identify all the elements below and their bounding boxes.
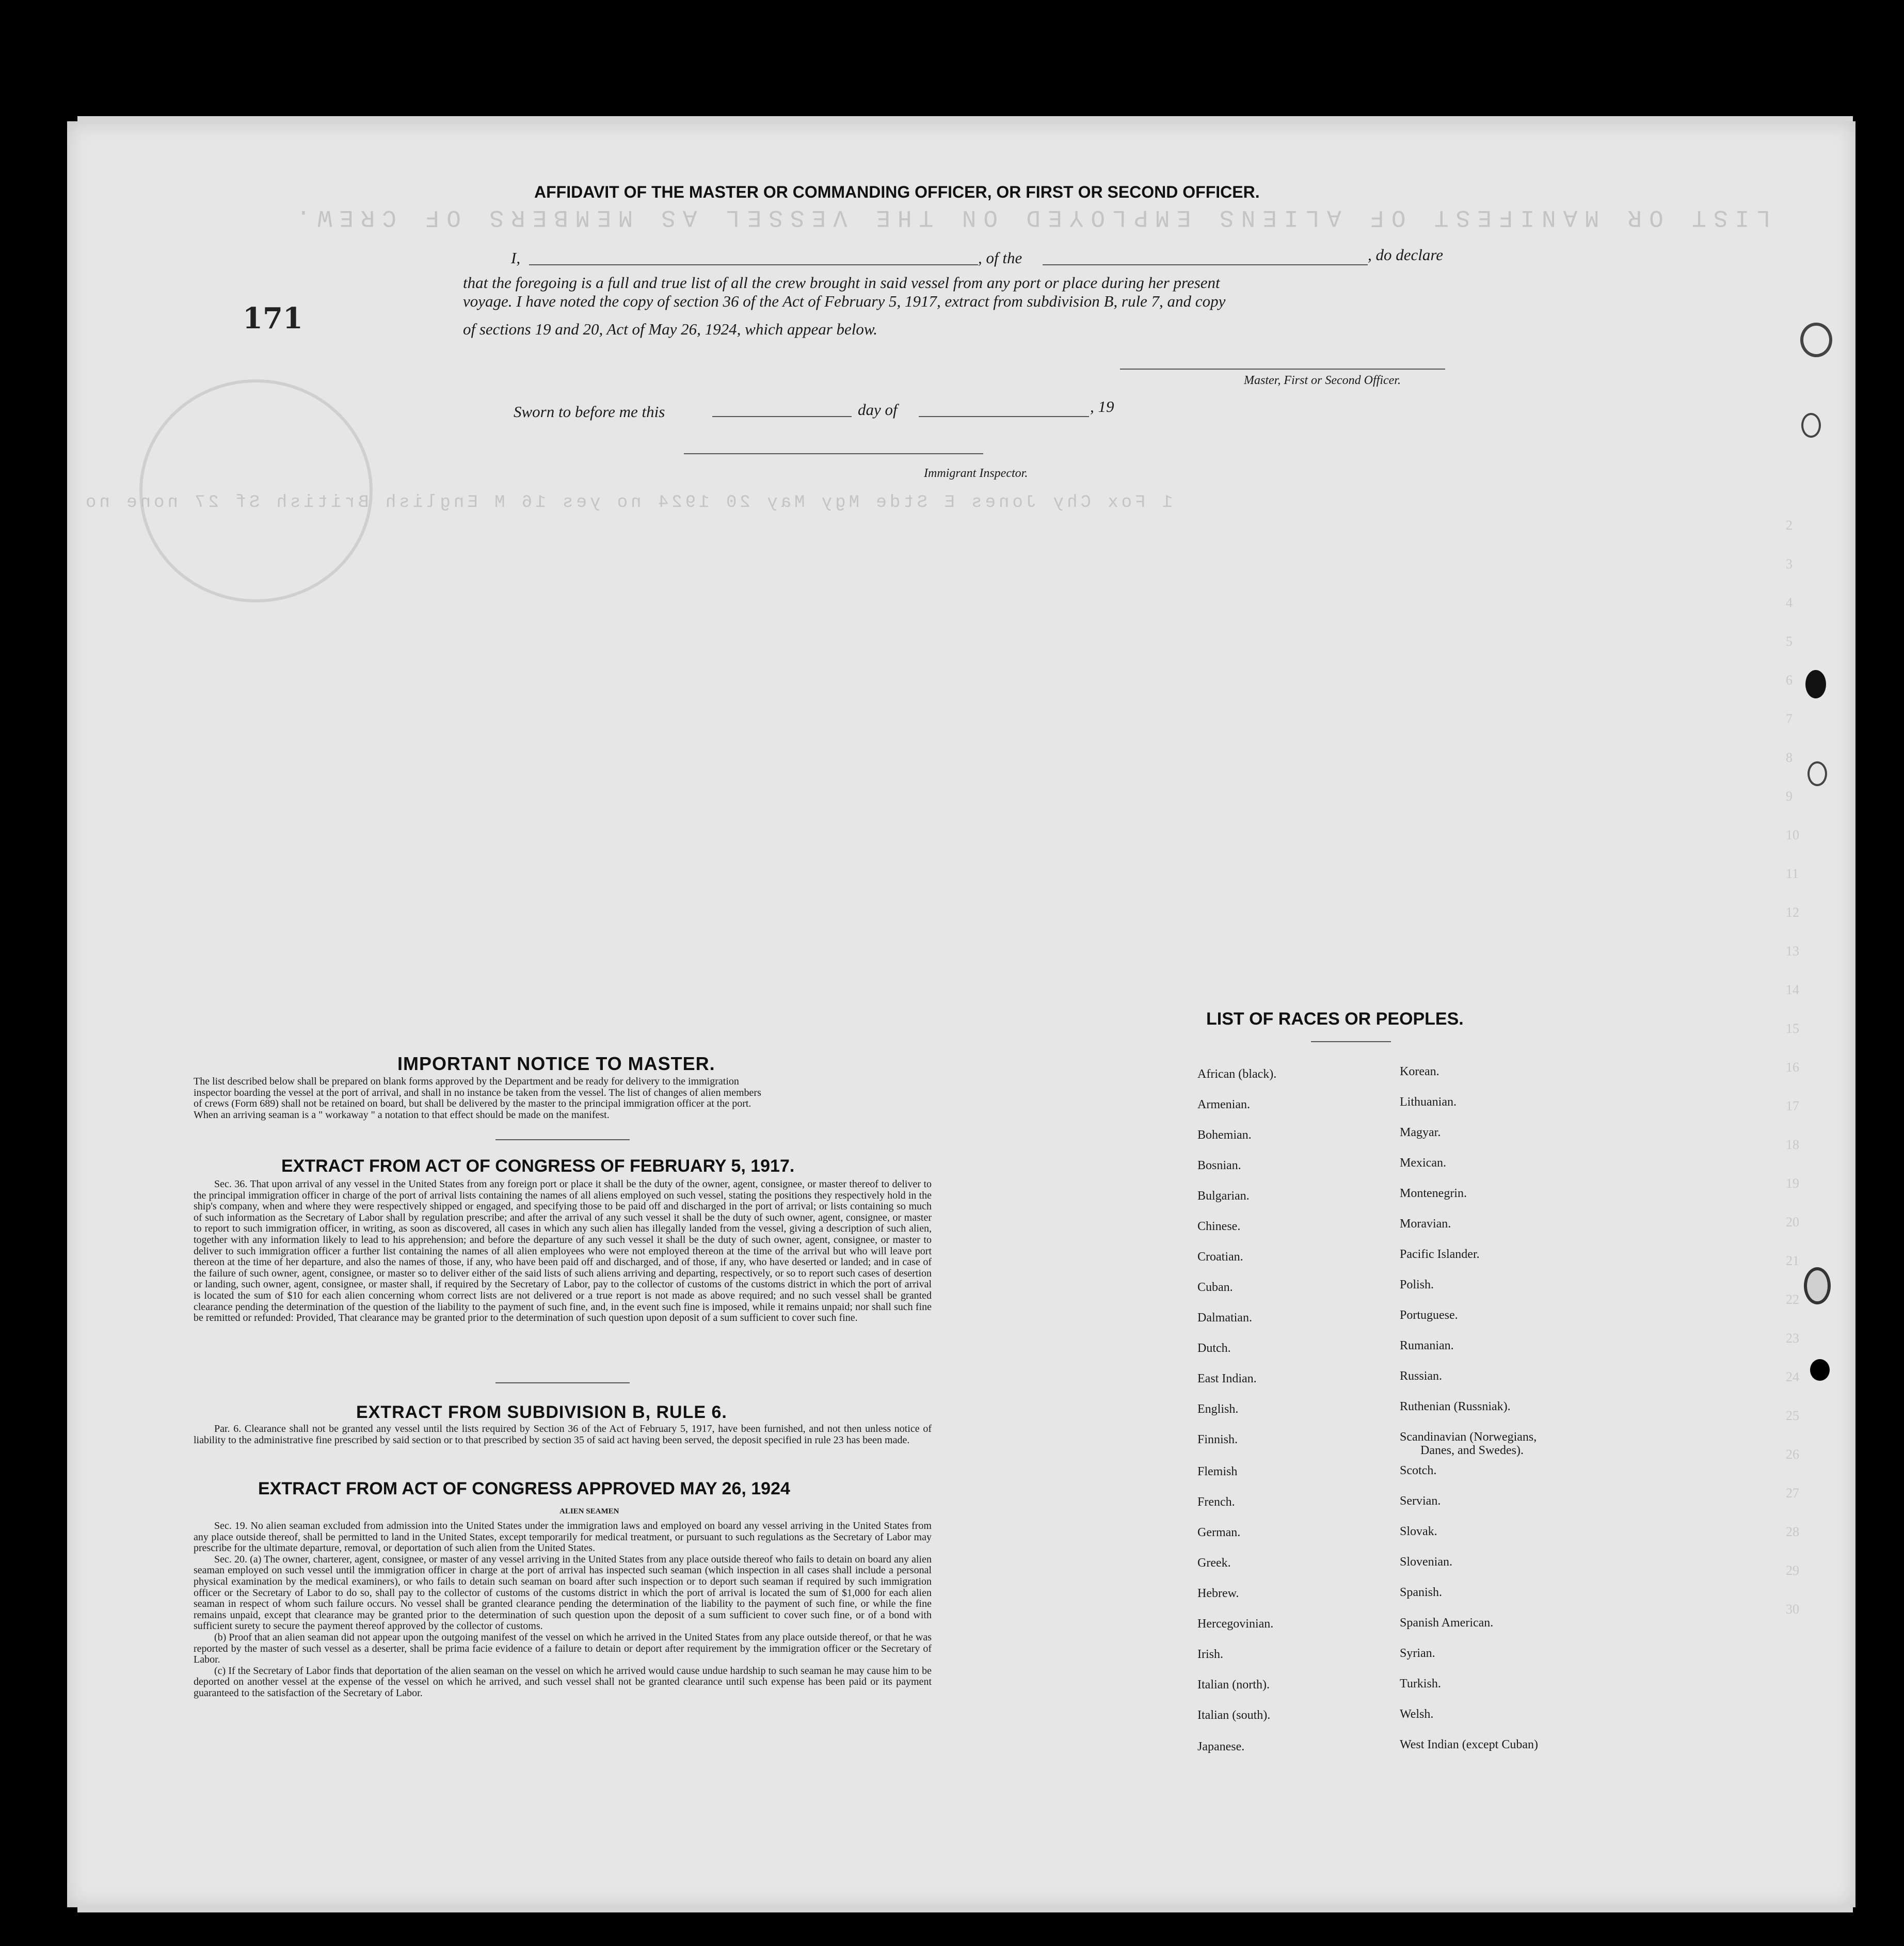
notice-text bbox=[194, 1076, 932, 1121]
notice-line: The list described below shall be prepared on blank forms approved by the Department and be ready for delivery to the immigration bbox=[194, 1076, 739, 1087]
master-name-line[interactable] bbox=[529, 264, 978, 265]
race-item: Italian (south). bbox=[1197, 1709, 1271, 1722]
race-item: Spanish American. bbox=[1400, 1616, 1494, 1630]
race-item: Korean. bbox=[1400, 1065, 1439, 1078]
race-item: Magyar. bbox=[1400, 1126, 1441, 1139]
extract-1917-title: EXTRACT FROM ACT OF CONGRESS OF FEBRUARY 5, 1917. bbox=[281, 1156, 795, 1176]
races-title-underline bbox=[1311, 1041, 1391, 1042]
affidavit-i-label: I, bbox=[511, 249, 521, 267]
race-item: Scotch. bbox=[1400, 1464, 1437, 1477]
race-item: Welsh. bbox=[1400, 1708, 1434, 1721]
affidavit-body-line2: voyage. I have noted the copy of section 36 of the Act of February 5, 1917, extract from subdivision B, rule 7, and copy bbox=[463, 292, 1226, 310]
race-item: Servian. bbox=[1400, 1494, 1441, 1508]
year-label: , 19 bbox=[1090, 397, 1114, 416]
race-item: Greek. bbox=[1197, 1556, 1231, 1570]
race-item: Montenegrin. bbox=[1400, 1187, 1467, 1200]
race-item: Turkish. bbox=[1400, 1677, 1441, 1690]
sec-20a: Sec. 20. (a) The owner, charterer, agent, consignee, or master of any vessel arriving in the United States from any place outside thereof who fails to detain on board any alien seaman employed on such vessel until the immigration officer in charge at the port of arrival has inspected such seaman (which inspection in all cases shall include a personal physical examination by the medical examiners), or who fails to detain such seaman on board after such inspection or to deport such seaman if required by such immigration officer or the Secretary of Labor to do so, shall pay to the collector of customs of the customs district in which the port of arrival is located the sum of $1,000 for each alien seaman in respect of whom such failure occurs. No vessel shall be granted clearance pending the determination of the liability to the payment of such fine, or while the fine remains unpaid, except that clearance may be granted prior to the determination of such question upon the deposit of a sum sufficient to cover such fine, or of a bond with sufficient surety to secure the payment thereof approved by the collector of customs. bbox=[194, 1553, 932, 1632]
punch-hole bbox=[1804, 1267, 1831, 1304]
race-item: German. bbox=[1197, 1526, 1241, 1539]
punch-hole bbox=[1805, 670, 1826, 698]
race-item: Armenian. bbox=[1197, 1098, 1250, 1111]
notice-line: When an arriving seaman is a " workaway " a notation to that effect should be made on the manifest. bbox=[194, 1109, 610, 1121]
race-item: French. bbox=[1197, 1495, 1235, 1509]
bleed-through-row: 1 Fox Chy Jones E Stde Mgy May 20 1924 no yes 16 M English British Sf 27 none no bbox=[83, 493, 1173, 513]
race-item: Italian (north). bbox=[1197, 1678, 1270, 1692]
race-item: Dutch. bbox=[1197, 1342, 1231, 1355]
race-item: Cuban. bbox=[1197, 1281, 1233, 1294]
sec-20b: (b) Proof that an alien seaman did not appear upon the outgoing manifest of the vessel on which he arrived in the United States from any place outside thereof, or that he was reported by the master of such vessel as a deserter, shall be prima facie evidence of a failure to detain or deport after requirement by the immigration officer or the Secretary of Labor. bbox=[194, 1631, 932, 1666]
race-item: Slovak. bbox=[1400, 1525, 1437, 1538]
affidavit-of-the: , of the bbox=[978, 249, 1022, 267]
bleed-row-numbers: 2 3 4 5 6 7 8 9 10 11 12 13 14 15 16 17 18 19 20 21 22 23 24 25 26 27 28 29 30 bbox=[1786, 518, 1799, 1617]
sec-19: Sec. 19. No alien seaman excluded from admission into the United States under the immigration laws and employed on board any vessel arriving in the United States from any place outside thereof, shall be permitted to land in the United States, except temporarily for medical treatment, or pursuant to such regulations as the Secretary of Labor may prescribe for the ultimate departure, removal, or deportation of such alien from the United States. bbox=[194, 1520, 932, 1554]
race-item: Syrian. bbox=[1400, 1647, 1435, 1660]
affidavit-body-line1: that the foregoing is a full and true list of all the crew brought in said vessel from any port or place during her present bbox=[463, 274, 1220, 292]
sec-20c: (c) If the Secretary of Labor finds that deportation of the alien seaman on the vessel on which he arrived would cause undue hardship to such seaman he may cause him to be deported on another vessel at the expense of the vessel on which he arrived, and such vessel shall not be granted clearance until such expense has been paid or its payment guaranteed to the satisfaction of the Secretary of Labor. bbox=[194, 1665, 932, 1699]
punch-hole bbox=[1807, 761, 1827, 786]
extract-rule6-text: Par. 6. Clearance shall not be granted any vessel until the lists required by Section 36 of the Act of February 5, 1917, have been furnished, and not then unless notice of liability to the administrative fine prescribed by said section or to that prescribed by section 35 of said act having been served, the deposit specified in rule 23 has been made. bbox=[194, 1423, 932, 1446]
affidavit-do-declare: , do declare bbox=[1368, 246, 1444, 264]
sworn-label: Sworn to before me this bbox=[514, 403, 665, 421]
master-signature-caption: Master, First or Second Officer. bbox=[1244, 374, 1401, 387]
race-item: Spanish. bbox=[1400, 1586, 1443, 1599]
affidavit-title: AFFIDAVIT OF THE MASTER OR COMMANDING OFFICER, OR FIRST OR SECOND OFFICER. bbox=[534, 183, 1260, 201]
race-item: Lithuanian. bbox=[1400, 1095, 1457, 1109]
affidavit-body-line3: of sections 19 and 20, Act of May 26, 1924, which appear below. bbox=[463, 320, 878, 338]
extract-1924-subtitle: ALIEN SEAMEN bbox=[559, 1507, 619, 1516]
race-item: Polish. bbox=[1400, 1278, 1434, 1291]
punch-hole bbox=[1800, 323, 1832, 357]
race-item: English. bbox=[1197, 1402, 1239, 1416]
notice-line: inspector boarding the vessel at the port of arrival, and shall in no instance be taken from the vessel. The list of changes of alien members bbox=[194, 1087, 761, 1098]
extract-1917-text: Sec. 36. That upon arrival of any vessel in the United States from any foreign port or place it shall be the duty of the owner, agent, consignee, or master thereof to deliver to the principal immigration officer in charge of the port of arrival lists containing the names of all aliens employed on such vessel, stating the positions they respectively hold in the ship's company, when and where they were respectively shipped or engaged, and specifying those to be paid off and discharged in the port of arrival; or lists containing so much of such information as the Secretary of Labor shall by regulation prescribe; and after the arrival of any such vessel it shall be the duty of such owner, agent, consignee, or master to report to such immigration officer, in writing, as soon as discovered, all cases in which any such alien has illegally landed from the vessel, giving a description of such alien, together with any information likely to lead to his apprehension; and before the departure of any such vessel it shall be the duty of such owner, agent, consignee, or master to deliver to such immigration officer a further list containing the names of all alien employees who were not employed thereon at the time of the arrival but who will leave port thereon at the time of her departure, and also the names of those, if any, who have been paid off and discharged, and of those, if any, who have deserted or landed; and in case of the failure of such owner, agent, consignee, or master so to deliver either of the said lists of such aliens arriving and departing, respectively, or so to report such cases of desertion or landing, such owner, agent, consignee, or master shall, if required by the Secretary of Labor, pay to the collector of customs of the customs district in which the port of arrival is located the sum of $10 for each alien concerning whom correct lists are not delivered or a true report is not made as above required; and no such vessel shall be granted clearance pending the determination of the question of the liability to the payment of such fine, and, in the event such fine is imposed, while it remains unpaid; nor shall such fine be remitted or refunded: Provided, That clearance may be granted prior to the determination of such question upon deposit of a sum sufficient to cover such fine. bbox=[194, 1178, 932, 1324]
race-item: East Indian. bbox=[1197, 1372, 1257, 1385]
race-item: Rumanian. bbox=[1400, 1339, 1454, 1352]
divider bbox=[495, 1139, 630, 1140]
extract-1924-text bbox=[194, 1521, 932, 1699]
race-item: Slovenian. bbox=[1400, 1555, 1452, 1569]
notice-title: IMPORTANT NOTICE TO MASTER. bbox=[397, 1053, 715, 1074]
race-item: Hebrew. bbox=[1197, 1587, 1239, 1600]
race-item: West Indian (except Cuban) bbox=[1400, 1738, 1538, 1751]
sworn-month-line[interactable] bbox=[919, 416, 1089, 417]
race-item-continuation: Danes, and Swedes). bbox=[1420, 1444, 1524, 1457]
race-item: Mexican. bbox=[1400, 1156, 1446, 1170]
inspection-stamp bbox=[139, 379, 373, 602]
divider bbox=[495, 1382, 630, 1383]
race-item: Moravian. bbox=[1400, 1217, 1451, 1231]
race-item: Russian. bbox=[1400, 1369, 1443, 1383]
master-signature-line[interactable] bbox=[1120, 369, 1445, 370]
day-of-label: day of bbox=[858, 401, 898, 419]
race-item: Chinese. bbox=[1197, 1220, 1241, 1233]
punch-hole bbox=[1810, 1359, 1830, 1381]
race-item: Ruthenian (Russniak). bbox=[1400, 1400, 1511, 1413]
race-item: Finnish. bbox=[1197, 1433, 1238, 1446]
race-item: Croatian. bbox=[1197, 1250, 1243, 1264]
inspector-caption: Immigrant Inspector. bbox=[924, 467, 1028, 480]
race-item: Scandinavian (Norwegians, bbox=[1400, 1430, 1537, 1444]
extract-rule6-title: EXTRACT FROM SUBDIVISION B, RULE 6. bbox=[356, 1402, 727, 1422]
notice-line: of crews (Form 689) shall not be retained on board, but shall be delivered by the master to the principal immigration officer at the port. bbox=[194, 1098, 751, 1110]
inspector-signature-line[interactable] bbox=[684, 453, 983, 454]
handwritten-number: 171 bbox=[243, 301, 303, 336]
race-item: Irish. bbox=[1197, 1648, 1223, 1661]
race-item: Bosnian. bbox=[1197, 1159, 1241, 1172]
races-title: LIST OF RACES OR PEOPLES. bbox=[1206, 1009, 1464, 1029]
race-item: Japanese. bbox=[1197, 1740, 1245, 1753]
race-item: Portuguese. bbox=[1400, 1309, 1458, 1322]
race-item: Dalmatian. bbox=[1197, 1311, 1252, 1325]
extract-1924-title: EXTRACT FROM ACT OF CONGRESS APPROVED MAY 26, 1924 bbox=[258, 1479, 790, 1498]
race-item: African (black). bbox=[1197, 1067, 1277, 1081]
race-item: Flemish bbox=[1197, 1465, 1238, 1478]
race-item: Hercegovinian. bbox=[1197, 1617, 1274, 1631]
bleed-through-title: LIST OR MANIFEST OF ALIENS EMPLOYED ON THE VESSEL AS MEMBERS OF CREW. bbox=[289, 204, 1771, 231]
vessel-name-line[interactable] bbox=[1043, 264, 1368, 265]
punch-hole bbox=[1801, 413, 1821, 438]
race-item: Bohemian. bbox=[1197, 1128, 1252, 1142]
race-item: Bulgarian. bbox=[1197, 1189, 1250, 1203]
sworn-day-line[interactable] bbox=[712, 416, 852, 417]
race-item: Pacific Islander. bbox=[1400, 1248, 1480, 1261]
